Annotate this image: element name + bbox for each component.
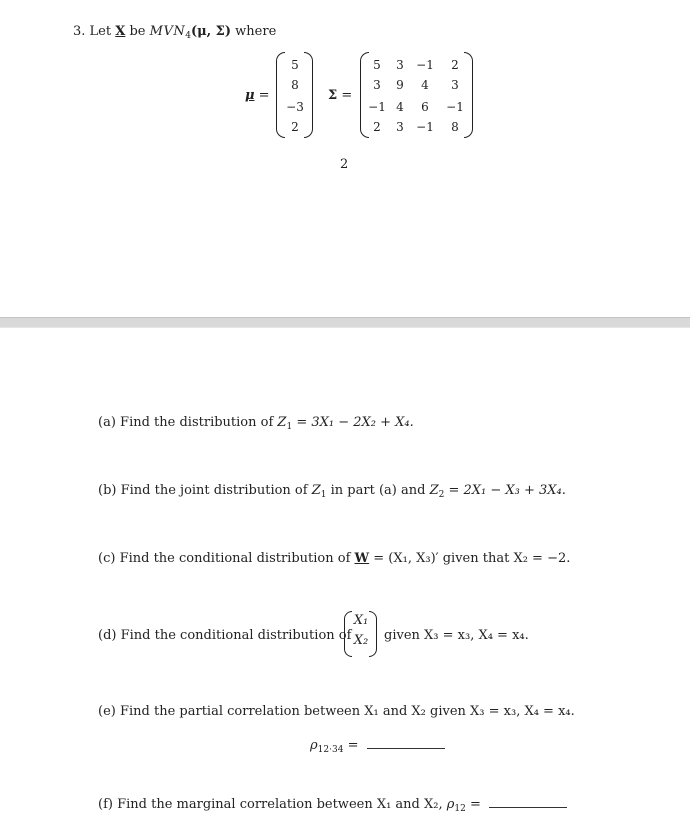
page-divider <box>0 317 690 328</box>
distribution-name: MVN <box>149 24 186 39</box>
part-a-expression: = 3X₁ − 2X₂ + X₄. <box>296 415 414 430</box>
be-word: be <box>129 24 146 39</box>
random-vector-x: X <box>115 24 126 39</box>
page-number: 2 <box>340 157 349 172</box>
distribution-params: (μ, Σ) <box>190 24 232 39</box>
partial-correlation-blank[interactable] <box>367 738 445 749</box>
sigma-entry: −1 <box>368 100 386 114</box>
sigma-entry: 4 <box>421 78 429 92</box>
part-b-expression: = 2X₁ − X₃ + 3X₄. <box>448 483 566 498</box>
part-f-label: (f) <box>98 797 113 812</box>
sigma-entry: 3 <box>396 58 404 72</box>
part-e-label: (e) <box>98 704 116 719</box>
vector-w: W <box>354 551 370 566</box>
marginal-correlation-blank[interactable] <box>489 797 567 808</box>
mu-label: μ = <box>245 88 270 103</box>
partial-correlation-answer: $\rho_{12\cdot 34}$ = <box>310 738 445 755</box>
sigma-label: Σ = <box>328 88 353 103</box>
part-c-label: (c) <box>98 551 116 566</box>
part-d-expression: given X₃ = x₃, X₄ = x₄. <box>384 628 529 643</box>
sigma-entry: 6 <box>421 100 429 114</box>
sigma-entry: 2 <box>451 58 459 72</box>
let-word: Let <box>89 24 112 39</box>
mu-entry: 5 <box>291 58 299 72</box>
where-word: where <box>235 24 277 39</box>
part-c: (c) Find the conditional distribution of W = (X₁, X₃)′ given that X₂ = −2. <box>98 551 571 566</box>
part-c-expression: = (X₁, X₃)′ given that X₂ = −2. <box>373 551 571 566</box>
part-d-label: (d) <box>98 628 117 643</box>
sigma-entry: 4 <box>396 100 404 114</box>
part-e: (e) Find the partial correlation between X₁ and X₂ given X₃ = x₃, X₄ = x₄. <box>98 704 575 719</box>
mu-entry: 8 <box>291 78 299 92</box>
problem-number: 3. <box>73 24 86 39</box>
part-f: (f) Find the marginal correlation between X₁ and X₂, $\rho_{12}$ = <box>98 797 567 814</box>
sigma-entry: 9 <box>396 78 404 92</box>
part-a-label: (a) <box>98 415 116 430</box>
sigma-entry: 5 <box>373 58 381 72</box>
sigma-entry: −1 <box>446 100 464 114</box>
part-d: (d) Find the conditional distribution of <box>98 628 352 643</box>
sigma-entry: 3 <box>396 120 404 134</box>
mu-entry: −3 <box>286 100 304 114</box>
sigma-entry: 8 <box>451 120 459 134</box>
distribution-dimension: 4 <box>185 31 191 41</box>
problem-statement <box>73 24 276 41</box>
part-b: (b) Find the joint distribution of $Z_1$ in part (a) and $Z_2 = 2X_1 - X_3 + 3X_4$. <box>98 483 566 500</box>
part-b-label: (b) <box>98 483 117 498</box>
mu-entry: 2 <box>291 120 299 134</box>
part-d-x1: X₁ <box>353 613 369 628</box>
part-a: (a) Find the distribution of $Z_1 = 3X_1 - 2X_2 + X_4$. <box>98 415 414 432</box>
sigma-entry: 2 <box>373 120 381 134</box>
sigma-entry: −1 <box>416 58 434 72</box>
part-d-x2: X₂ <box>353 633 369 648</box>
sigma-entry: −1 <box>416 120 434 134</box>
sigma-entry: 3 <box>373 78 381 92</box>
sigma-entry: 3 <box>451 78 459 92</box>
